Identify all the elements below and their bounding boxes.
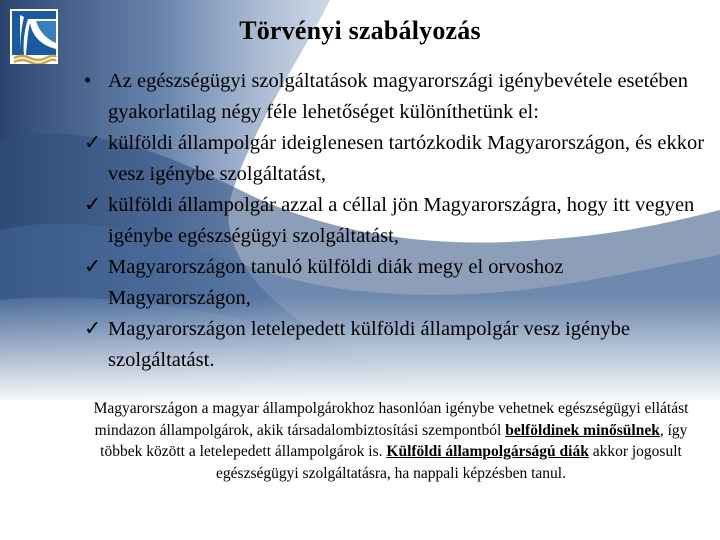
check-text: Magyarországon letelepedett külföldi állampolgár vesz igénybe szolgáltatást. <box>108 318 630 371</box>
footnote-text: , így többek között a letelepedett állampolgárok is. <box>100 421 688 460</box>
check-item <box>78 128 708 190</box>
footnote-emphasis: belföldinek minősülnek <box>505 421 660 439</box>
check-item <box>78 252 708 314</box>
checkmark-icon: ✓ <box>84 256 102 278</box>
bullet-list <box>78 66 708 376</box>
intro-text: Az egészségügyi szolgáltatások magyarországi igénybevétele esetében gyakorlatilag négy féle lehetőséget különíthetünk el: <box>108 70 689 123</box>
footnote-emphasis: Külföldi állampolgárságú diák <box>386 443 589 460</box>
check-item <box>78 314 708 376</box>
intro-bullet-item <box>78 66 708 128</box>
check-text: külföldi állampolgár ideiglenesen tartózkodik Magyarországon, és ekkor vesz igénybe szolgáltatást, <box>108 132 705 185</box>
footnote-text: Magyarországon a magyar állampolgárokhoz hasonlóan igénybe vehetnek egészségügyi ellátást mindazon állampolgárok, akik társadalombiztosítási szempontból <box>93 400 689 439</box>
bullet-icon: • <box>84 70 92 92</box>
check-text: külföldi állampolgár azzal a céllal jön Magyarországra, hogy itt vegyen igénybe egészségügyi szolgáltatást, <box>108 194 695 247</box>
check-text: Magyarországon tanuló külföldi diák megy el orvoshoz Magyarországon, <box>108 256 564 309</box>
slide-title: Törvényi szabályozás <box>239 16 481 45</box>
checkmark-icon: ✓ <box>84 132 102 154</box>
footnote-text: akkor jogosult egészségügyi szolgáltatásra, ha nappali képzésben tanul. <box>216 443 682 482</box>
check-item <box>78 190 708 252</box>
checkmark-icon: ✓ <box>84 194 102 216</box>
checkmark-icon: ✓ <box>84 318 102 340</box>
footnote <box>72 398 710 484</box>
